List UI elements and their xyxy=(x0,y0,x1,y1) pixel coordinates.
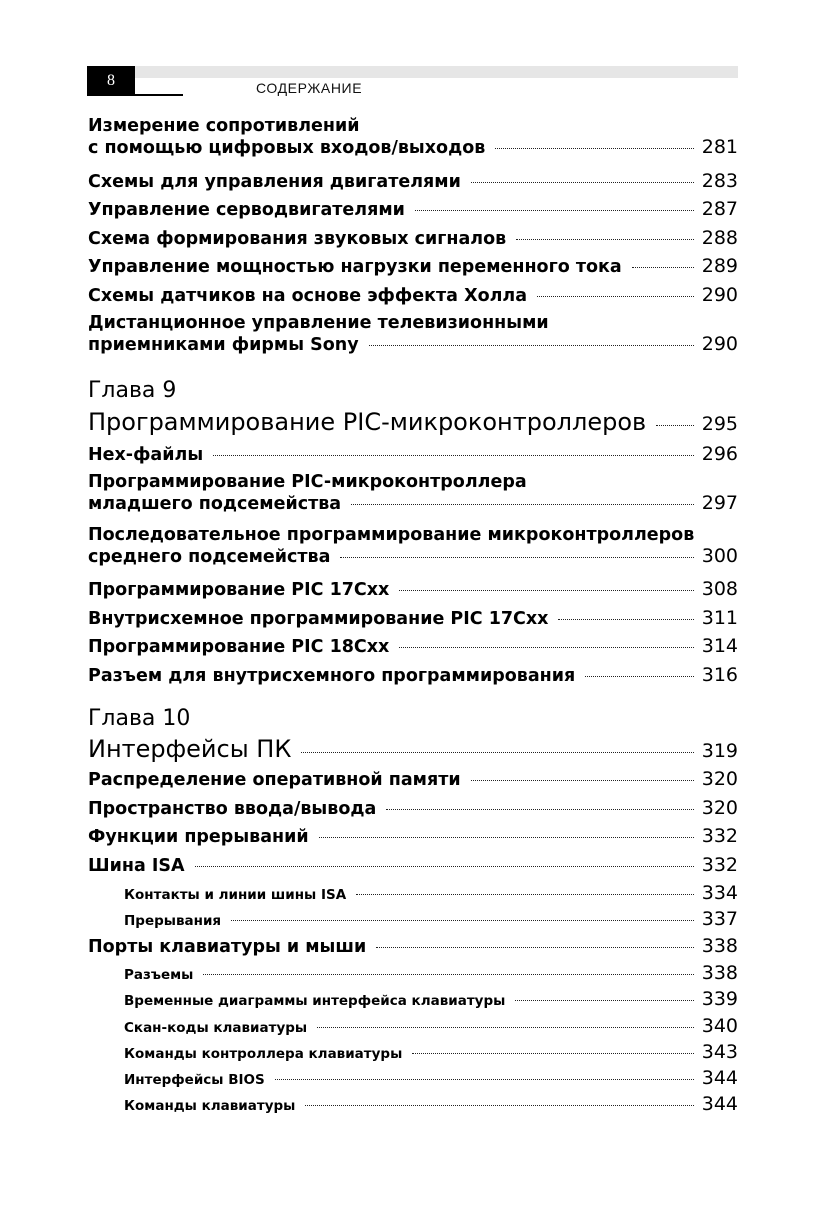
toc-entry[interactable] xyxy=(88,797,738,819)
chapter-title: Интерфейсы ПК xyxy=(88,735,292,763)
toc-subentry[interactable] xyxy=(88,962,738,984)
chapter-title-entry[interactable] xyxy=(88,735,738,763)
dot-leader xyxy=(305,1105,693,1106)
toc-page-number: 319 xyxy=(701,740,738,762)
dot-leader xyxy=(195,866,694,867)
toc-entry-text: Временные диаграммы интерфейса клавиатуры xyxy=(124,993,506,1009)
toc-entry-text: Распределение оперативной памяти xyxy=(88,770,461,790)
toc-page-number: 308 xyxy=(701,578,738,600)
dot-leader xyxy=(471,780,694,781)
toc-entry-text: Управление серводвигателями xyxy=(88,200,405,220)
dot-leader xyxy=(585,676,694,677)
toc-entry-text: Прерывания xyxy=(124,913,222,929)
toc-entry-text: Схема формирования звуковых сигналов xyxy=(88,229,507,249)
toc-page-number: 300 xyxy=(701,545,738,567)
toc-entry-text-line1: Дистанционное управление телевизионными xyxy=(88,313,549,333)
toc-entry-text: с помощью цифровых входов/выходов xyxy=(88,138,486,158)
toc-page-number: 314 xyxy=(701,635,738,657)
toc-entry-text-line1: Программирование PIC-микроконтроллера xyxy=(88,472,527,492)
toc-entry[interactable] xyxy=(88,255,738,277)
toc-page-number: 340 xyxy=(701,1015,738,1037)
toc-entry-text: среднего подсемейства xyxy=(88,547,331,567)
toc-entry-text: Контакты и линии шины ISA xyxy=(124,887,347,903)
toc-entry-text: Шина ISA xyxy=(88,856,185,876)
dot-leader xyxy=(351,504,694,505)
dot-leader xyxy=(356,894,694,895)
toc-entry[interactable] xyxy=(88,116,738,158)
toc-page-number: 337 xyxy=(701,908,738,930)
toc-entry-text: Внутрисхемное программирование PIC 17Cxx xyxy=(88,609,549,629)
dot-leader xyxy=(495,148,693,149)
toc-page-number: 320 xyxy=(701,797,738,819)
toc-entry[interactable] xyxy=(88,170,738,192)
toc-entry-text: Программирование PIC 18Cxx xyxy=(88,637,390,657)
dot-leader xyxy=(319,837,694,838)
dot-leader xyxy=(317,1027,694,1028)
chapter-label: Глава 10 xyxy=(88,706,191,731)
toc-page-number: 316 xyxy=(701,664,738,686)
toc-entry[interactable] xyxy=(88,313,738,355)
dot-leader xyxy=(340,557,693,558)
toc-page-number: 283 xyxy=(701,170,738,192)
toc-page-number: 290 xyxy=(701,284,738,306)
toc-entry-text-line1: Измерение сопротивлений xyxy=(88,116,360,136)
toc-entry-text: приемниками фирмы Sony xyxy=(88,335,359,355)
toc-entry-text-line1: Последовательное программирование микроконтроллеров xyxy=(88,525,695,545)
dot-leader xyxy=(213,455,694,456)
dot-leader xyxy=(376,947,694,948)
toc-entry-text: Функции прерываний xyxy=(88,827,309,847)
toc-entry-text: младшего подсемейства xyxy=(88,494,342,514)
dot-leader xyxy=(369,345,694,346)
dot-leader xyxy=(415,210,694,211)
chapter-title: Программирование PIC-микроконтроллеров xyxy=(88,408,647,436)
toc-entry[interactable] xyxy=(88,578,738,600)
toc-entry[interactable] xyxy=(88,635,738,657)
toc-page-number: 344 xyxy=(701,1067,738,1089)
toc-entry[interactable] xyxy=(88,472,738,514)
dot-leader xyxy=(203,974,693,975)
toc-subentry[interactable] xyxy=(88,882,738,904)
dot-leader xyxy=(386,809,693,810)
dot-leader xyxy=(275,1079,694,1080)
dot-leader xyxy=(656,425,694,426)
toc-entry-text: Схемы для управления двигателями xyxy=(88,172,461,192)
toc-entry[interactable] xyxy=(88,607,738,629)
toc-entry-text: Скан-коды клавиатуры xyxy=(124,1020,308,1036)
header-rule xyxy=(135,94,183,96)
toc-entry[interactable] xyxy=(88,198,738,220)
toc-entry[interactable] xyxy=(88,825,738,847)
chapter-label: Глава 9 xyxy=(88,378,177,403)
dot-leader xyxy=(471,182,694,183)
dot-leader xyxy=(537,296,694,297)
toc-page-number: 295 xyxy=(701,413,738,435)
toc-entry[interactable] xyxy=(88,768,738,790)
toc-entry-text: Интерфейсы BIOS xyxy=(124,1072,265,1088)
toc-page-number: 311 xyxy=(701,607,738,629)
toc-page-number: 320 xyxy=(701,768,738,790)
toc-entry-text: Разъемы xyxy=(124,967,194,983)
toc-entry-text: Схемы датчиков на основе эффекта Холла xyxy=(88,286,528,306)
toc-page-number: 296 xyxy=(701,443,738,465)
toc-entry[interactable] xyxy=(88,284,738,306)
dot-leader xyxy=(632,267,694,268)
dot-leader xyxy=(515,1000,693,1001)
toc-entry[interactable] xyxy=(88,443,738,465)
dot-leader xyxy=(399,590,693,591)
toc-entry[interactable] xyxy=(88,854,738,876)
toc-entry-text: Пространство ввода/вывода xyxy=(88,799,377,819)
dot-leader xyxy=(558,619,693,620)
toc-page-number: 289 xyxy=(701,255,738,277)
toc-entry[interactable] xyxy=(88,935,738,957)
header-bar xyxy=(87,66,738,78)
toc-page-number: 344 xyxy=(701,1093,738,1115)
chapter-title-entry[interactable] xyxy=(88,408,738,436)
toc-page-number: 288 xyxy=(701,227,738,249)
toc-entry-text: Команды клавиатуры xyxy=(124,1098,296,1114)
toc-entry-text: Разъем для внутрисхемного программирования xyxy=(88,666,576,686)
dot-leader xyxy=(301,752,693,753)
toc-subentry[interactable] xyxy=(88,1015,738,1037)
toc-entry-text: Порты клавиатуры и мыши xyxy=(88,937,367,957)
running-title: СОДЕРЖАНИЕ xyxy=(256,80,363,96)
toc-subentry[interactable] xyxy=(88,1093,738,1115)
toc-page-number: 343 xyxy=(701,1041,738,1063)
dot-leader xyxy=(412,1053,693,1054)
toc-entry[interactable] xyxy=(88,525,738,567)
page-number: 8 xyxy=(87,66,135,96)
dot-leader xyxy=(399,647,693,648)
toc-page-number: 338 xyxy=(701,935,738,957)
toc-subentry[interactable] xyxy=(88,908,738,930)
toc-subentry[interactable] xyxy=(88,1041,738,1063)
toc-page-number: 290 xyxy=(701,333,738,355)
toc-entry[interactable] xyxy=(88,227,738,249)
toc-page-number: 297 xyxy=(701,492,738,514)
toc-page-number: 281 xyxy=(701,136,738,158)
toc-entry-text: Программирование PIC 17Cxx xyxy=(88,580,390,600)
toc-page-number: 338 xyxy=(701,962,738,984)
dot-leader xyxy=(516,239,694,240)
toc-subentry[interactable] xyxy=(88,988,738,1010)
toc-entry-text: Команды контроллера клавиатуры xyxy=(124,1046,403,1062)
dot-leader xyxy=(231,920,694,921)
toc-page-number: 339 xyxy=(701,988,738,1010)
toc-page-number: 332 xyxy=(701,825,738,847)
toc-page-number: 332 xyxy=(701,854,738,876)
toc-page-number: 287 xyxy=(701,198,738,220)
toc-subentry[interactable] xyxy=(88,1067,738,1089)
toc-entry[interactable] xyxy=(88,664,738,686)
toc-entry-text: Hex-файлы xyxy=(88,445,204,465)
toc-page-number: 334 xyxy=(701,882,738,904)
toc-entry-text: Управление мощностью нагрузки переменного тока xyxy=(88,257,622,277)
